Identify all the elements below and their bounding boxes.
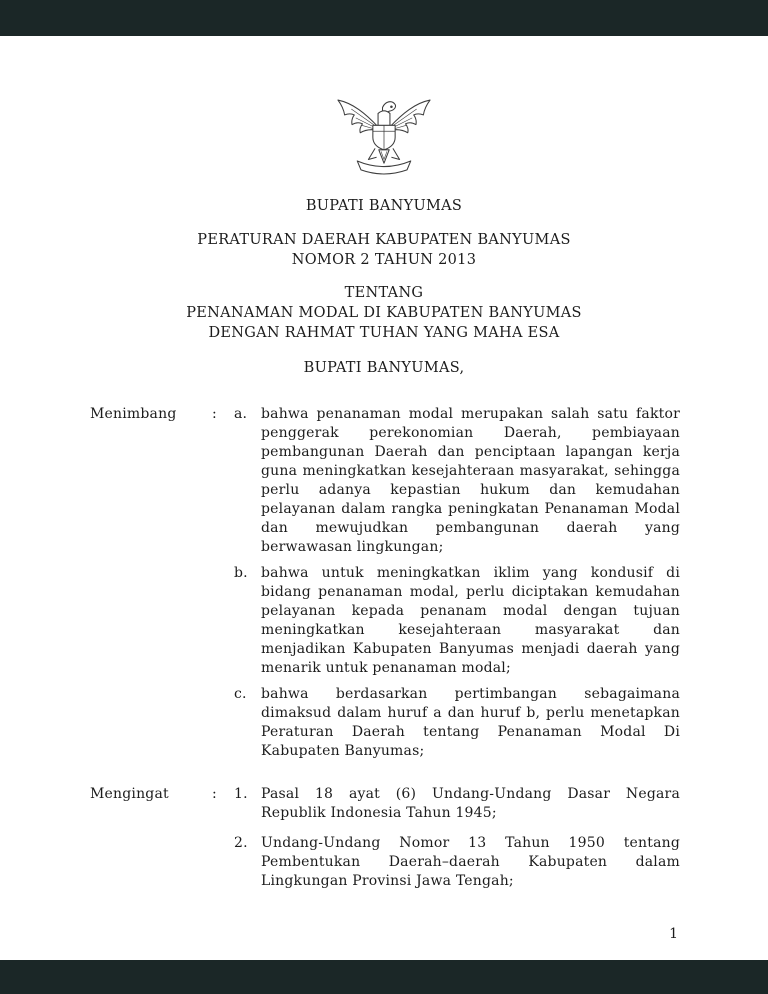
menimbang-colon: : [212, 406, 217, 422]
list-item-text: Undang-Undang Nomor 13 Tahun 1950 tentang Pembentukan Daerah–daerah Kabupaten dalam Lingkungan Provinsi Jawa Tengah; [261, 835, 680, 889]
list-item-marker: c. [234, 686, 247, 702]
list-item [234, 564, 680, 678]
top-border-bar [0, 0, 768, 36]
list-item [234, 685, 680, 761]
menimbang-items [234, 405, 680, 761]
list-item [234, 834, 680, 891]
tentang-label: TENTANG [344, 285, 424, 301]
list-item-text: bahwa untuk meningkatkan iklim yang kondusif di bidang penanaman modal, perlu diciptakan kemudahan pelayanan kepada penanam modal dengan tujuan meningkatkan kesejahteraan masyarakat dan menjadikan Kabupaten Banyumas menjadi daerah yang menarik untuk penanaman modal; [261, 565, 680, 676]
regulation-number: NOMOR 2 TAHUN 2013 [291, 252, 477, 268]
menimbang-label: Menimbang [90, 406, 177, 422]
garuda-pancasila-emblem-icon [332, 82, 436, 186]
document-page [0, 36, 768, 891]
list-item-text: bahwa penanaman modal merupakan salah satu faktor penggerak perekonomian Daerah, pembiayaan pembangunan Daerah dan penciptaan lapangan kerja guna meningkatkan kesejahteraan masyarakat, sehingga perlu adanya kepastian hukum dan kemudahan pelayanan dalam rangka peningkatan Penanaman Modal dan mewujudkan pembangunan daerah yang berwawasan lingkungan; [261, 406, 680, 555]
page-number: 1 [669, 926, 678, 942]
list-item-text: Pasal 18 ayat (6) Undang-Undang Dasar Negara Republik Indonesia Tahun 1945; [261, 786, 680, 821]
menimbang-section [0, 405, 768, 761]
mengingat-colon: : [212, 786, 217, 802]
list-item-text: bahwa berdasarkan pertimbangan sebagaimana dimaksud dalam huruf a dan huruf b, perlu menetapkan Peraturan Daerah tentang Penanaman Modal Di Kabupaten Banyumas; [261, 686, 680, 759]
list-item-marker: 1. [234, 786, 248, 802]
issuer-title: BUPATI BANYUMAS [305, 198, 463, 214]
regulation-title: PERATURAN DAERAH KABUPATEN BANYUMAS [197, 232, 571, 248]
salutation-line: BUPATI BANYUMAS, [303, 360, 465, 376]
document-body [0, 405, 768, 891]
list-item-marker: 2. [234, 835, 248, 851]
list-item-marker: b. [234, 565, 248, 581]
mengingat-label: Mengingat [90, 786, 169, 802]
list-item-marker: a. [234, 406, 248, 422]
grace-line: DENGAN RAHMAT TUHAN YANG MAHA ESA [208, 325, 560, 341]
list-item [234, 785, 680, 823]
mengingat-items [234, 785, 680, 891]
mengingat-section [0, 785, 768, 891]
bottom-border-bar [0, 960, 768, 994]
list-item [234, 405, 680, 557]
subject-title: PENANAMAN MODAL DI KABUPATEN BANYUMAS [186, 305, 582, 321]
